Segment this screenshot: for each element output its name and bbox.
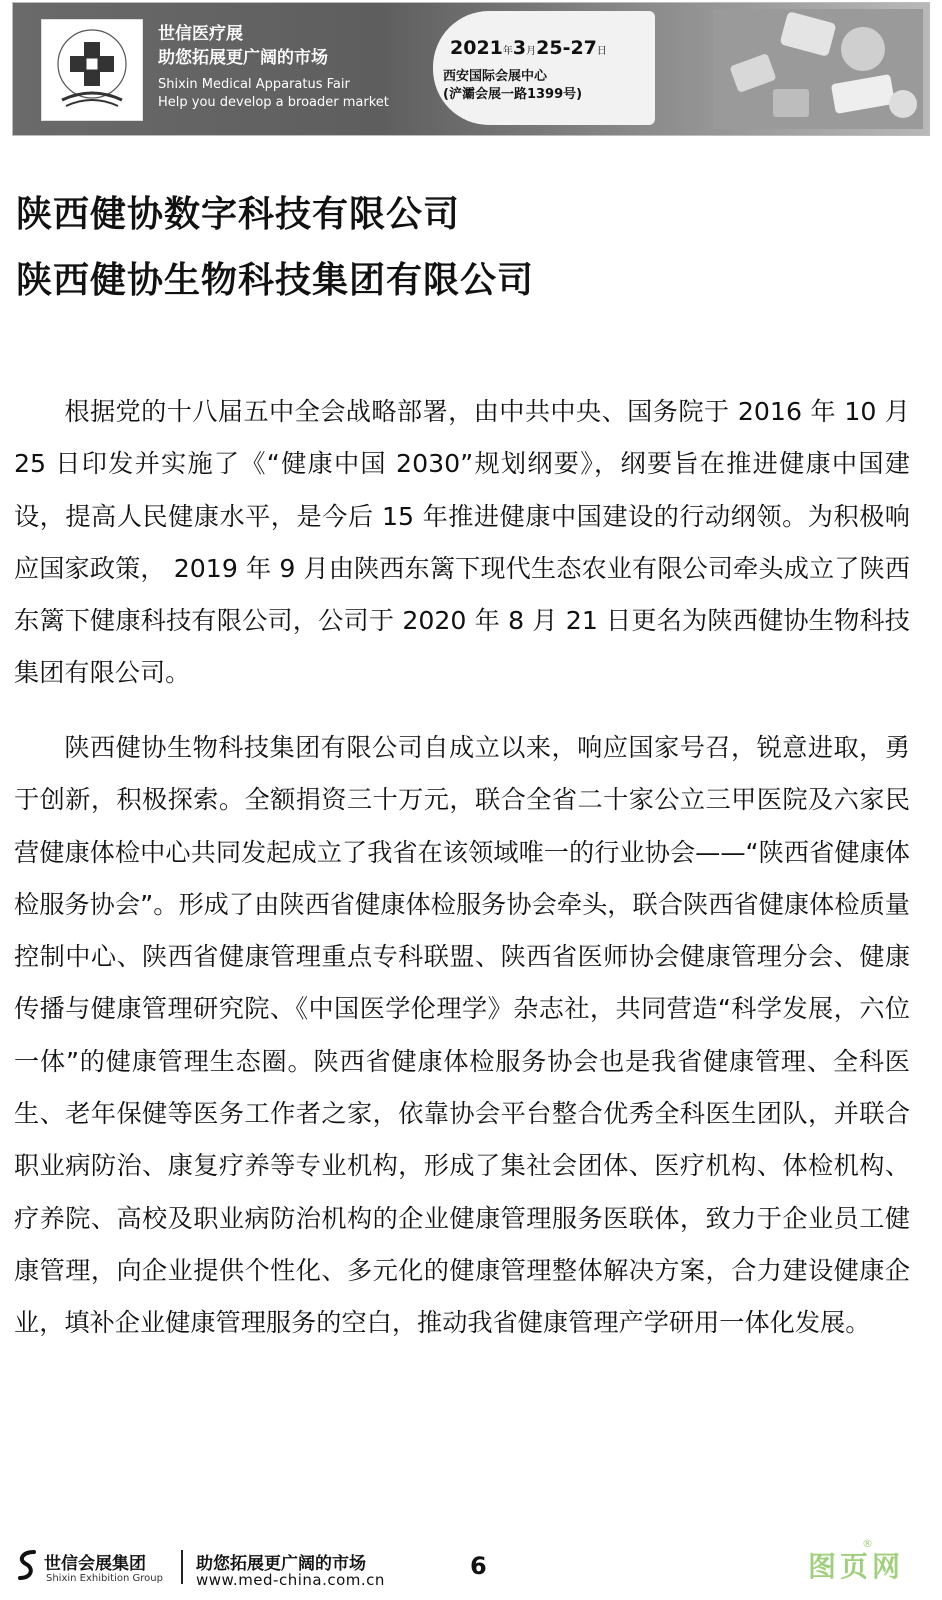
group-name: 世信会展集团 <box>44 1554 146 1574</box>
watermark-registered-mark: ® <box>862 1537 873 1550</box>
page-number: 6 <box>470 1552 487 1580</box>
date-month: 3 <box>512 37 527 59</box>
medical-cross-logo-icon <box>42 20 142 120</box>
company-name-2: 陕西健协生物科技集团有限公司 <box>16 260 535 301</box>
date-days: 25-27 <box>536 37 597 59</box>
fair-date <box>450 37 607 59</box>
venue-name: 西安国际会展中心 <box>443 69 548 84</box>
group-name-en: Shixin Exhibition Group <box>46 1573 163 1584</box>
date-day-unit: 日 <box>596 46 607 57</box>
footer-divider <box>181 1550 183 1584</box>
banner-title-en: Shixin Medical Apparatus Fair <box>158 77 350 92</box>
banner-slogan-cn: 助您拓展更广阔的市场 <box>158 48 328 68</box>
fair-logo <box>41 19 143 121</box>
company-name-1: 陕西健协数字科技有限公司 <box>16 194 461 235</box>
banner-slogan-en: Help you develop a broader market <box>158 95 389 110</box>
group-logo-icon <box>14 1548 40 1582</box>
footer-url: www.med-china.com.cn <box>196 1571 385 1589</box>
paragraph-2: 陕西健协生物科技集团有限公司自成立以来，响应国家号召，锐意进取，勇于创新，积极探索。全额捐资三十万元，联合全省二十家公立三甲医院及六家民营健康体检中心共同发起成立了我省在该领域唯一的行业协会——“陕西省健康体检服务协会”。形成了由陕西省健康体检服务协会牵头，联合陕西省健康体检质量控制中心、陕西省健康管理重点专科联盟、陕西省医师协会健康管理分会、健康传播与健康管理研究院、《中国医学伦理学》杂志社，共同营造“科学发展，六位一体”的健康管理生态圈。陕西省健康体检服务协会也是我省健康管理、全科医生、老年保健等医务工作者之家，依靠协会平台整合优秀全科医生团队，并联合职业病防治、康复疗养等专业机构，形成了集社会团体、医疗机构、体检机构、疗养院、高校及职业病防治机构的企业健康管理服务医联体，致力于企业员工健康管理，向企业提供个性化、多元化的健康管理整体解决方案，合力建设健康企业，填补企业健康管理服务的空白，推动我省健康管理产学研用一体化发展。 <box>14 733 910 1338</box>
footer-slogan: 助您拓展更广阔的市场 <box>196 1554 366 1574</box>
top-banner <box>12 2 930 136</box>
date-month-unit: 月 <box>526 46 537 57</box>
watermark: 图页网 <box>808 1550 905 1583</box>
date-year-unit: 年 <box>502 46 513 57</box>
medical-devices-image <box>713 9 923 129</box>
banner-title-cn: 世信医疗展 <box>158 24 243 44</box>
date-year: 2021 <box>450 37 503 59</box>
paragraph-1: 根据党的十八届五中全会战略部署，由中共中央、国务院于 2016 年 10 月 25 日印发并实施了《“健康中国 2030”规划纲要》，纲要旨在推进健康中国建设，提高人民健康水平，是今后 15 年推进健康中国建设的行动纲领。为积极响应国家政策， 2019 年 9 月由陕西东篱下现代生态农业有限公司牵头成立了陕西东篱下健康科技有限公司，公司于 2020 年 8 月 21 日更名为陕西健协生物科技集团有限公司。 <box>14 397 910 688</box>
venue-address: (浐灞会展一路1399号) <box>443 87 583 102</box>
